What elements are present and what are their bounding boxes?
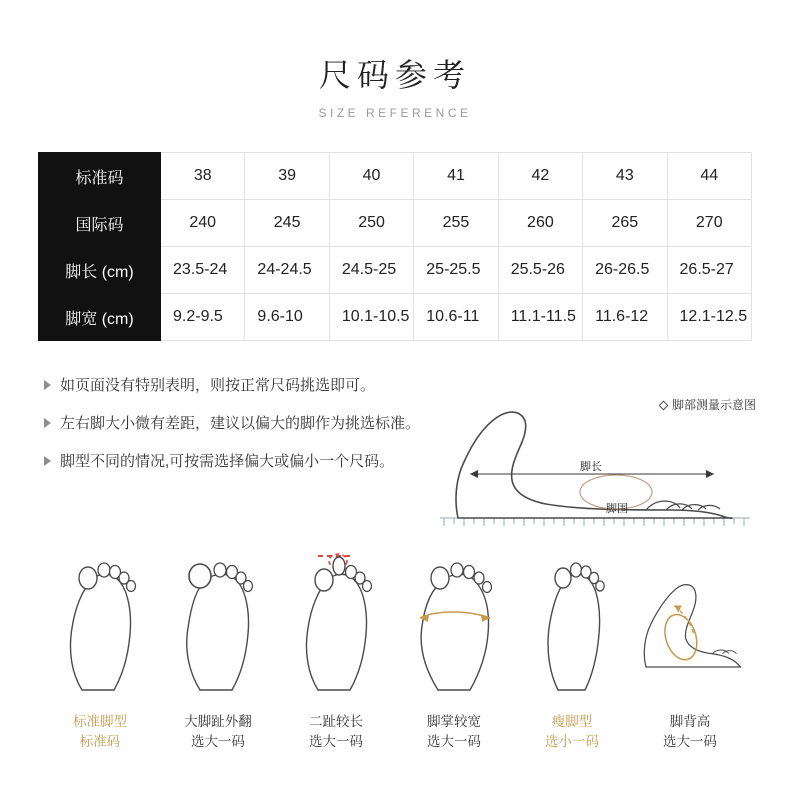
note-text: 左右脚大小微有差距，建议以偏大的脚作为挑选标准。	[60, 415, 421, 433]
foot-type-caption	[282, 712, 390, 753]
table-row	[39, 200, 752, 247]
foot-type-caption	[400, 712, 508, 753]
foot-type-bunion	[164, 548, 272, 753]
caption-line-2: 选大一码	[663, 734, 717, 750]
row-label-foot-width: 脚宽 (cm)	[39, 294, 161, 341]
foot-type-caption	[46, 712, 154, 753]
girth-label: 脚围	[606, 503, 628, 515]
foot-illustration-wrap	[164, 548, 272, 698]
caption-line-2: 标准码	[79, 734, 121, 750]
note-text: 脚型不同的情况,可按需选择偏大或偏小一个尺码。	[60, 453, 395, 471]
foot-illustration-wrap	[46, 548, 154, 698]
table-row	[39, 294, 752, 341]
note-text: 如页面没有特别表明，则按正常尺码挑选即可。	[60, 377, 376, 395]
foot-illustration-wrap	[282, 548, 390, 698]
foot-outline-icon	[524, 548, 620, 698]
triangle-bullet-icon	[44, 418, 51, 428]
table-cell: 12.1-12.5	[667, 294, 751, 341]
table-cell: 24-24.5	[245, 247, 329, 294]
table-cell: 39	[245, 153, 329, 200]
triangle-bullet-icon	[44, 456, 51, 466]
page-title: 尺码参考	[318, 57, 471, 93]
diamond-icon	[659, 401, 669, 411]
table-row	[39, 247, 752, 294]
table-cell: 42	[498, 153, 582, 200]
table-cell: 260	[498, 200, 582, 247]
table-cell: 38	[161, 153, 245, 200]
foot-type-caption	[164, 712, 272, 753]
table-cell: 44	[667, 153, 751, 200]
table-cell: 270	[667, 200, 751, 247]
table-cell: 10.6-11	[414, 294, 498, 341]
row-label-international-size: 国际码	[39, 200, 161, 247]
length-label: 脚长	[580, 461, 602, 473]
list-item	[44, 451, 464, 472]
size-table-wrap	[38, 152, 752, 341]
table-cell: 9.2-9.5	[161, 294, 245, 341]
table-cell: 245	[245, 200, 329, 247]
caption-line-1: 脚掌较宽	[427, 714, 481, 729]
foot-illustration-wrap	[400, 548, 508, 698]
foot-type-caption	[518, 712, 626, 753]
table-cell: 26-26.5	[583, 247, 667, 294]
foot-type-standard	[46, 548, 154, 753]
row-label-foot-length: 脚长 (cm)	[39, 247, 161, 294]
foot-illustration-wrap	[636, 548, 744, 698]
foot-outline-icon	[52, 548, 148, 698]
table-cell: 40	[329, 153, 413, 200]
caption-line-1: 标准脚型	[73, 714, 127, 729]
caption-line-1: 瘦脚型	[551, 714, 593, 729]
triangle-bullet-icon	[44, 380, 51, 390]
caption-line-1: 脚背高	[669, 714, 711, 729]
table-cell: 9.6-10	[245, 294, 329, 341]
row-label-standard-size: 标准码	[39, 153, 161, 200]
table-cell: 25-25.5	[414, 247, 498, 294]
foot-type-list	[0, 548, 790, 753]
caption-line-1: 大脚趾外翻	[184, 714, 252, 729]
table-cell: 11.6-12	[583, 294, 667, 341]
table-cell: 10.1-10.5	[329, 294, 413, 341]
caption-line-2: 选大一码	[427, 734, 481, 750]
table-row	[39, 153, 752, 200]
diagram-title-wrap	[660, 396, 756, 413]
caption-line-2: 选小一码	[545, 734, 599, 750]
table-cell: 265	[583, 200, 667, 247]
table-cell: 41	[414, 153, 498, 200]
table-cell: 240	[161, 200, 245, 247]
foot-outline-icon	[288, 548, 384, 698]
table-cell: 255	[414, 200, 498, 247]
foot-outline-icon	[170, 548, 266, 698]
foot-type-caption	[636, 712, 744, 753]
foot-type-wide-sole	[400, 548, 508, 753]
foot-type-high-instep	[636, 548, 744, 753]
foot-side-view-svg	[430, 400, 760, 550]
list-item	[44, 375, 464, 396]
caption-line-2: 选大一码	[309, 734, 363, 750]
page-subtitle: SIZE REFERENCE	[318, 106, 472, 121]
size-table	[38, 152, 752, 341]
table-cell: 25.5-26	[498, 247, 582, 294]
table-cell: 250	[329, 200, 413, 247]
table-cell: 24.5-25	[329, 247, 413, 294]
caption-line-2: 选大一码	[191, 734, 245, 750]
foot-type-long-second-toe	[282, 548, 390, 753]
foot-side-outline-icon	[636, 548, 744, 698]
page-header	[0, 0, 790, 120]
foot-illustration-wrap	[518, 548, 626, 698]
table-cell: 11.1-11.5	[498, 294, 582, 341]
foot-measure-diagram	[430, 400, 760, 550]
table-cell: 23.5-24	[161, 247, 245, 294]
diagram-title: 脚部测量示意图	[671, 398, 756, 412]
table-cell: 43	[583, 153, 667, 200]
caption-line-1: 二趾较长	[309, 714, 363, 729]
list-item	[44, 413, 464, 434]
foot-type-narrow	[518, 548, 626, 753]
table-cell: 26.5-27	[667, 247, 751, 294]
foot-outline-icon	[406, 548, 502, 698]
notes-list	[44, 375, 464, 472]
